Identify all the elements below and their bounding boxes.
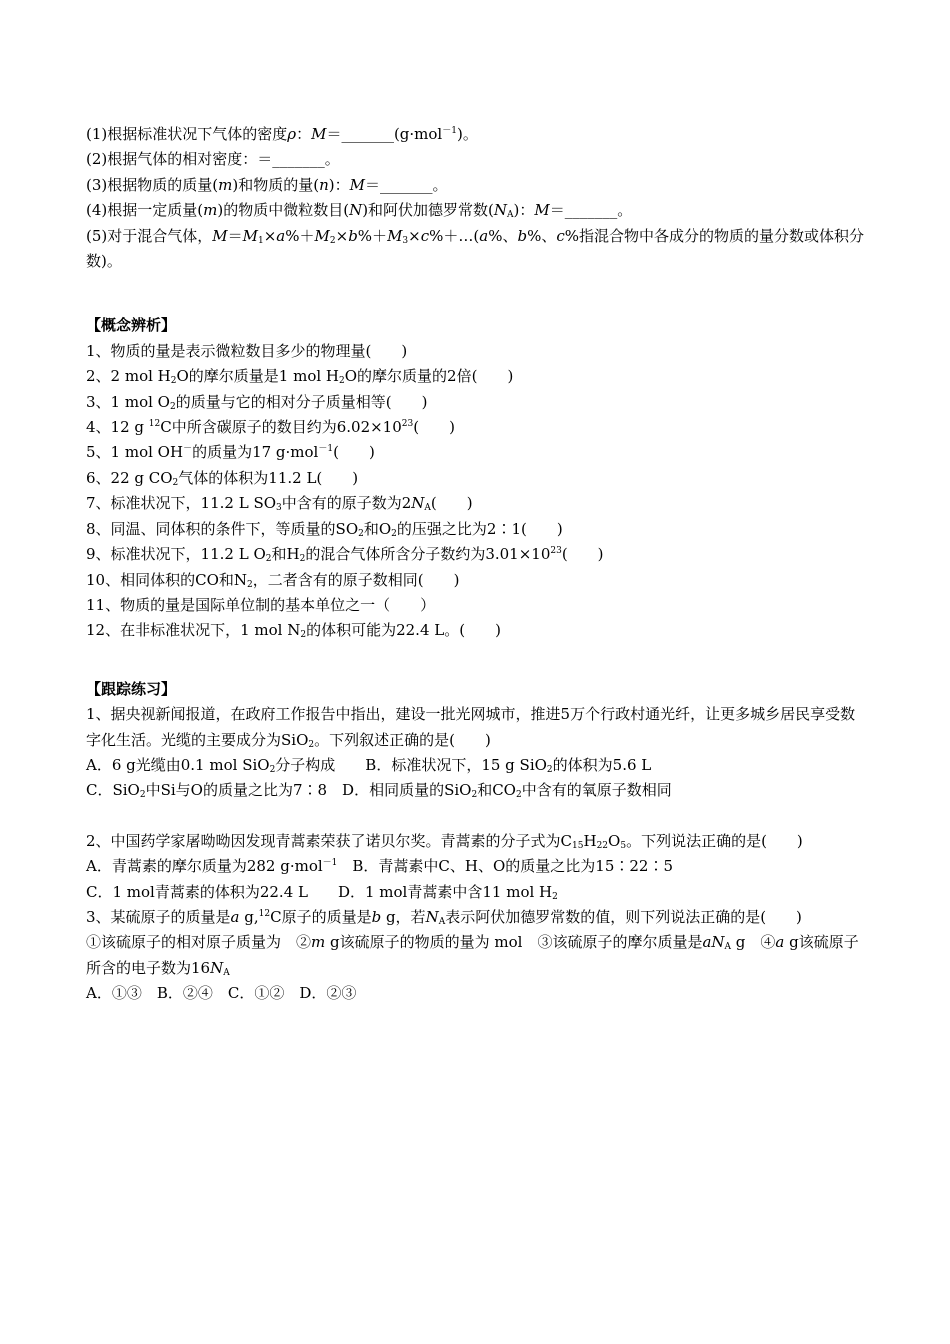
formula-item-5: (5)对于混合气体，$M=M_1\times a\%+M_2\times b\%+M_3\times c\%+\dots(a\%$、b%、c%指混合物中各成分的物质的量分数或体积分数)。 xyxy=(86,226,865,271)
formula-item-4: (4)根据一定质量(m)的物质中微粒数目(N)和阿伏加德罗常数$(N_A)$：M＝_______。 xyxy=(86,201,633,221)
concept-item-4: 4、12 g $^{12}$C中所含碳原子的数目约为$6.02\times 10^{23}$( ) xyxy=(86,418,455,437)
question-3-stem: 3、某硫原子的质量是a g,$^{12}$C原子的质量是b g，若$N_A$表示阿伏加德罗常数的值，则下列说法正确的是( ) xyxy=(86,907,802,927)
concept-item-6: 6、22 g $CO_2$气体的体积为11.2 L( ) xyxy=(86,468,359,488)
concept-item-10: 10、相同体积的CO和$N_2$，二者含有的原子数相同( ) xyxy=(86,570,460,590)
question-2-stem: 2、中国药学家屠呦呦因发现青蒿素荣获了诺贝尔奖。青蒿素的分子式为$C_{15}H_{22}O_5$。下列说法正确的是( ) xyxy=(86,831,803,851)
formula-item-3: (3)根据物质的质量(m)和物质的量(n)：M＝_______。 xyxy=(86,175,448,194)
question-1-stem: 1、据央视新闻报道，在政府工作报告中指出，建设一批光网城市，推进5万个行政村通光纤，让更多城乡居民享受数字化生活。光缆的主要成分为SiO$_2$。下列叙述正确的是( ) xyxy=(86,705,856,750)
concept-item-8: 8、同温、同体积的条件下，等质量的$SO_2$和$O_2$的压强之比为2∶1( ) xyxy=(86,519,563,539)
question-3-options: A．①③ B．②④ C．①② D．②③ xyxy=(86,984,357,1003)
question-3-statements: ①该硫原子的相对原子质量为 ②m g该硫原子的物质的量为 mol ③该硫原子的摩尔质量是$aN_A$ g ④a g该硫原子所含的电子数为$16N_A$ xyxy=(86,933,859,978)
practice-heading: 【跟踪练习】 xyxy=(86,679,177,698)
concept-item-7: 7、标准状况下，11.2 L $SO_3$中含有的原子数为$2N_A$( ) xyxy=(86,494,473,514)
question-1-options-cd: C．SiO$_2$中Si与O的质量之比为7∶8 D．相同质量的SiO$_2$和$CO_2$中含有的氧原子数相同 xyxy=(86,781,672,801)
concept-item-3: 3、1 mol $O_2$的质量与它的相对分子质量相等( ) xyxy=(86,392,428,412)
formula-item-1: (1)根据标准状况下气体的密度ρ：M＝_______(g·mol$^{-1}$)。 xyxy=(86,125,478,143)
worksheet-page xyxy=(86,122,866,1007)
concept-item-2: 2、2 mol $H_2O$的摩尔质量是1 mol $H_2O$的摩尔质量的2倍( ) xyxy=(86,367,514,387)
concept-item-12: 12、在非标准状况下，1 mol $N_2$的体积可能为22.4 L。( ) xyxy=(86,621,501,641)
concept-heading: 【概念辨析】 xyxy=(86,316,177,335)
concept-item-9: 9、标准状况下，11.2 L $O_2$和$H_2$的混合气体所含分子数约为$3.01\times 10^{23}$( ) xyxy=(86,545,604,565)
question-2-options-cd: C．1 mol青蒿素的体积为22.4 L D．1 mol青蒿素中含11 mol $H_2$ xyxy=(86,882,558,902)
concept-item-1: 1、物质的量是表示微粒数目多少的物理量( ) xyxy=(86,341,408,360)
concept-item-5: 5、1 mol OH－的质量为17 g·mol$^{-1}$( ) xyxy=(86,443,375,462)
formula-item-2: (2)根据气体的相对密度：＝_______。 xyxy=(86,150,340,169)
question-1-options-ab: A．6 g光缆由0.1 mol SiO$_2$分子构成 B．标准状况下，15 g SiO$_2$的体积为5.6 L xyxy=(86,755,652,775)
question-2-options-ab: A．青蒿素的摩尔质量为282 g·mol$^{-1}$ B．青蒿素中C、H、O的质量之比为15∶22∶5 xyxy=(86,857,673,876)
concept-item-11: 11、物质的量是国际单位制的基本单位之一（ ） xyxy=(86,595,436,614)
